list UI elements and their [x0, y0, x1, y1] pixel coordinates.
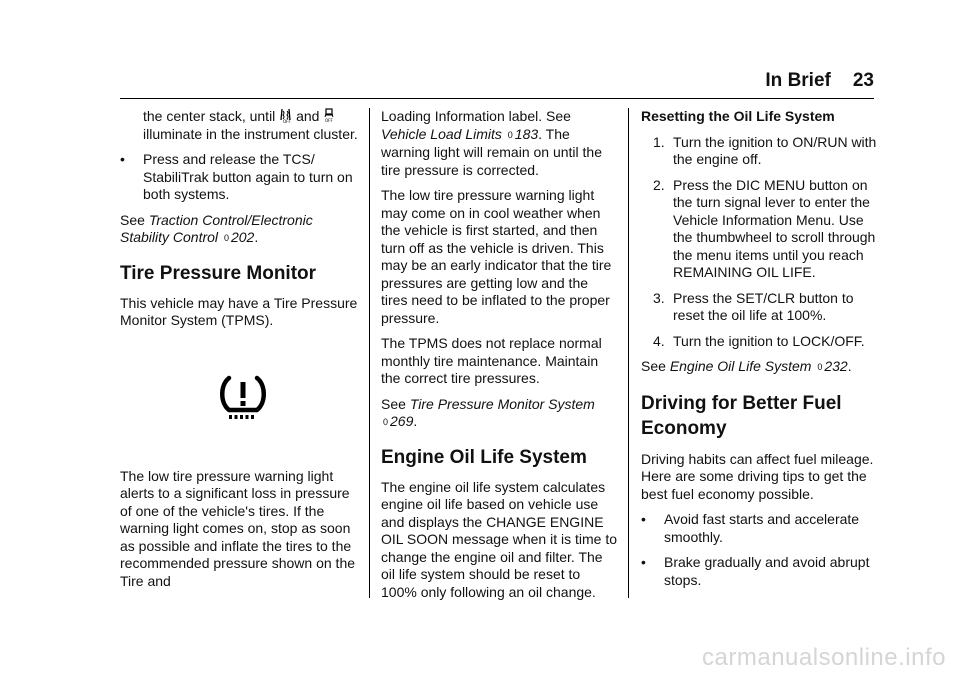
page-number: 23 — [852, 70, 874, 91]
watermark: carmanualsonline.info — [702, 644, 946, 671]
list-item: 1. Turn the ignition to ON/RUN with the engine off. — [653, 133, 877, 167]
list-item: 3. Press the SET/CLR button to reset the oil life at 100%. — [653, 289, 854, 323]
section-heading-better-fuel-economy: Driving for Better Fuel Economy — [641, 392, 842, 439]
cross-reference-page[interactable]: 232 — [824, 358, 848, 374]
list-item: • Press and release the TCS/ StabiliTrak button again to turn on both systems. — [120, 151, 353, 202]
svg-text:OFF: OFF — [283, 119, 291, 123]
paragraph: This vehicle may have a Tire Pressure Monitor System (TPMS). — [120, 294, 358, 328]
paragraph: The engine oil life system calculates engine oil life based on vehicle use and displays the CHANGE ENGINE OIL SOON message when it is time to change the engine oil and filter. The oil life system should be reset to 100% only following an oil change. — [381, 478, 618, 600]
cross-reference-page[interactable]: 202 — [230, 229, 255, 245]
subheading-reset-oil-life: Resetting the Oil Life System — [641, 108, 835, 124]
list-item: 2. Press the DIC MENU button on the turn signal lever to enter the Vehicle Information Menu. Use the thumbwheel to scroll through the menu items until you reach REMAINING OIL LIFE. — [653, 176, 876, 280]
cross-reference-link[interactable]: Tire Pressure Monitor System — [409, 395, 595, 412]
paragraph: Loading Information label. See Vehicle Load Limits 0 183. The warning light will remain on until the tire pressure is corrected. — [381, 108, 602, 178]
see-reference: See Engine Oil Life System 0 232. — [641, 358, 881, 377]
column-1 — [120, 108, 360, 598]
column-divider-2 — [628, 108, 629, 598]
page-ref-icon: 0 — [383, 417, 389, 427]
paragraph: The low tire pressure warning light alerts to a significant loss in pressure of one of the vehicle's tires. If the warning light comes on, stop as soon as possible and inflate the tires to the recommended pressure shown on the Tire and — [120, 467, 356, 589]
paragraph: Driving habits can affect fuel mileage. Here are some driving tips to get the best fuel economy possible. — [641, 450, 874, 502]
cross-reference-link[interactable]: Vehicle Load Limits — [381, 125, 502, 142]
page-ref-icon: 0 — [817, 362, 823, 372]
header-rule — [120, 98, 874, 99]
section-title: In Brief — [765, 70, 831, 91]
section-heading-engine-oil-life: Engine Oil Life System — [381, 446, 587, 468]
paragraph: The TPMS does not replace normal monthly tire maintenance. Maintain the correct tire pressures. — [381, 335, 602, 386]
cross-reference-link[interactable]: Engine Oil Life System — [669, 358, 812, 374]
tpms-figure — [120, 338, 360, 468]
column-3 — [641, 108, 881, 597]
cross-reference-page[interactable]: 269 — [390, 413, 414, 429]
page-ref-icon: 0 — [507, 129, 513, 140]
page-header — [765, 70, 874, 92]
cross-reference-link[interactable]: Traction Control/Electronic Stability Control — [120, 211, 313, 245]
section-heading-tire-pressure-monitor: Tire Pressure Monitor — [120, 262, 317, 284]
see-reference: See Traction Control/Electronic Stability Control 0 202. — [120, 212, 360, 248]
column-2 — [381, 108, 617, 609]
stabilitrak-off-icon — [323, 108, 335, 123]
tire-pressure-warning-icon — [219, 374, 267, 428]
cross-reference-page[interactable]: 183 — [514, 125, 539, 142]
list-item: 4. Turn the ignition to LOCK/OFF. — [653, 332, 865, 349]
list-item: • Avoid fast starts and accelerate smoothly. — [641, 511, 860, 545]
paragraph: The low tire pressure warning light may come on in cool weather when the vehicle is first started, and then turn off as the vehicle is driven. This may be an early indicator that the tire pressures are getting low and the tires need to be inflated to the proper pressure. — [381, 187, 612, 326]
svg-text:OFF: OFF — [325, 118, 334, 123]
intro-paragraph: the center stack, until OFF and OFF illuminate in the instrument cluster. — [143, 108, 358, 142]
page-ref-icon: 0 — [223, 233, 229, 243]
traction-control-off-icon — [279, 108, 292, 123]
column-divider-1 — [369, 108, 370, 598]
see-reference: See Tire Pressure Monitor System 0 269. — [381, 396, 617, 432]
list-item: • Brake gradually and avoid abrupt stops. — [641, 554, 870, 588]
